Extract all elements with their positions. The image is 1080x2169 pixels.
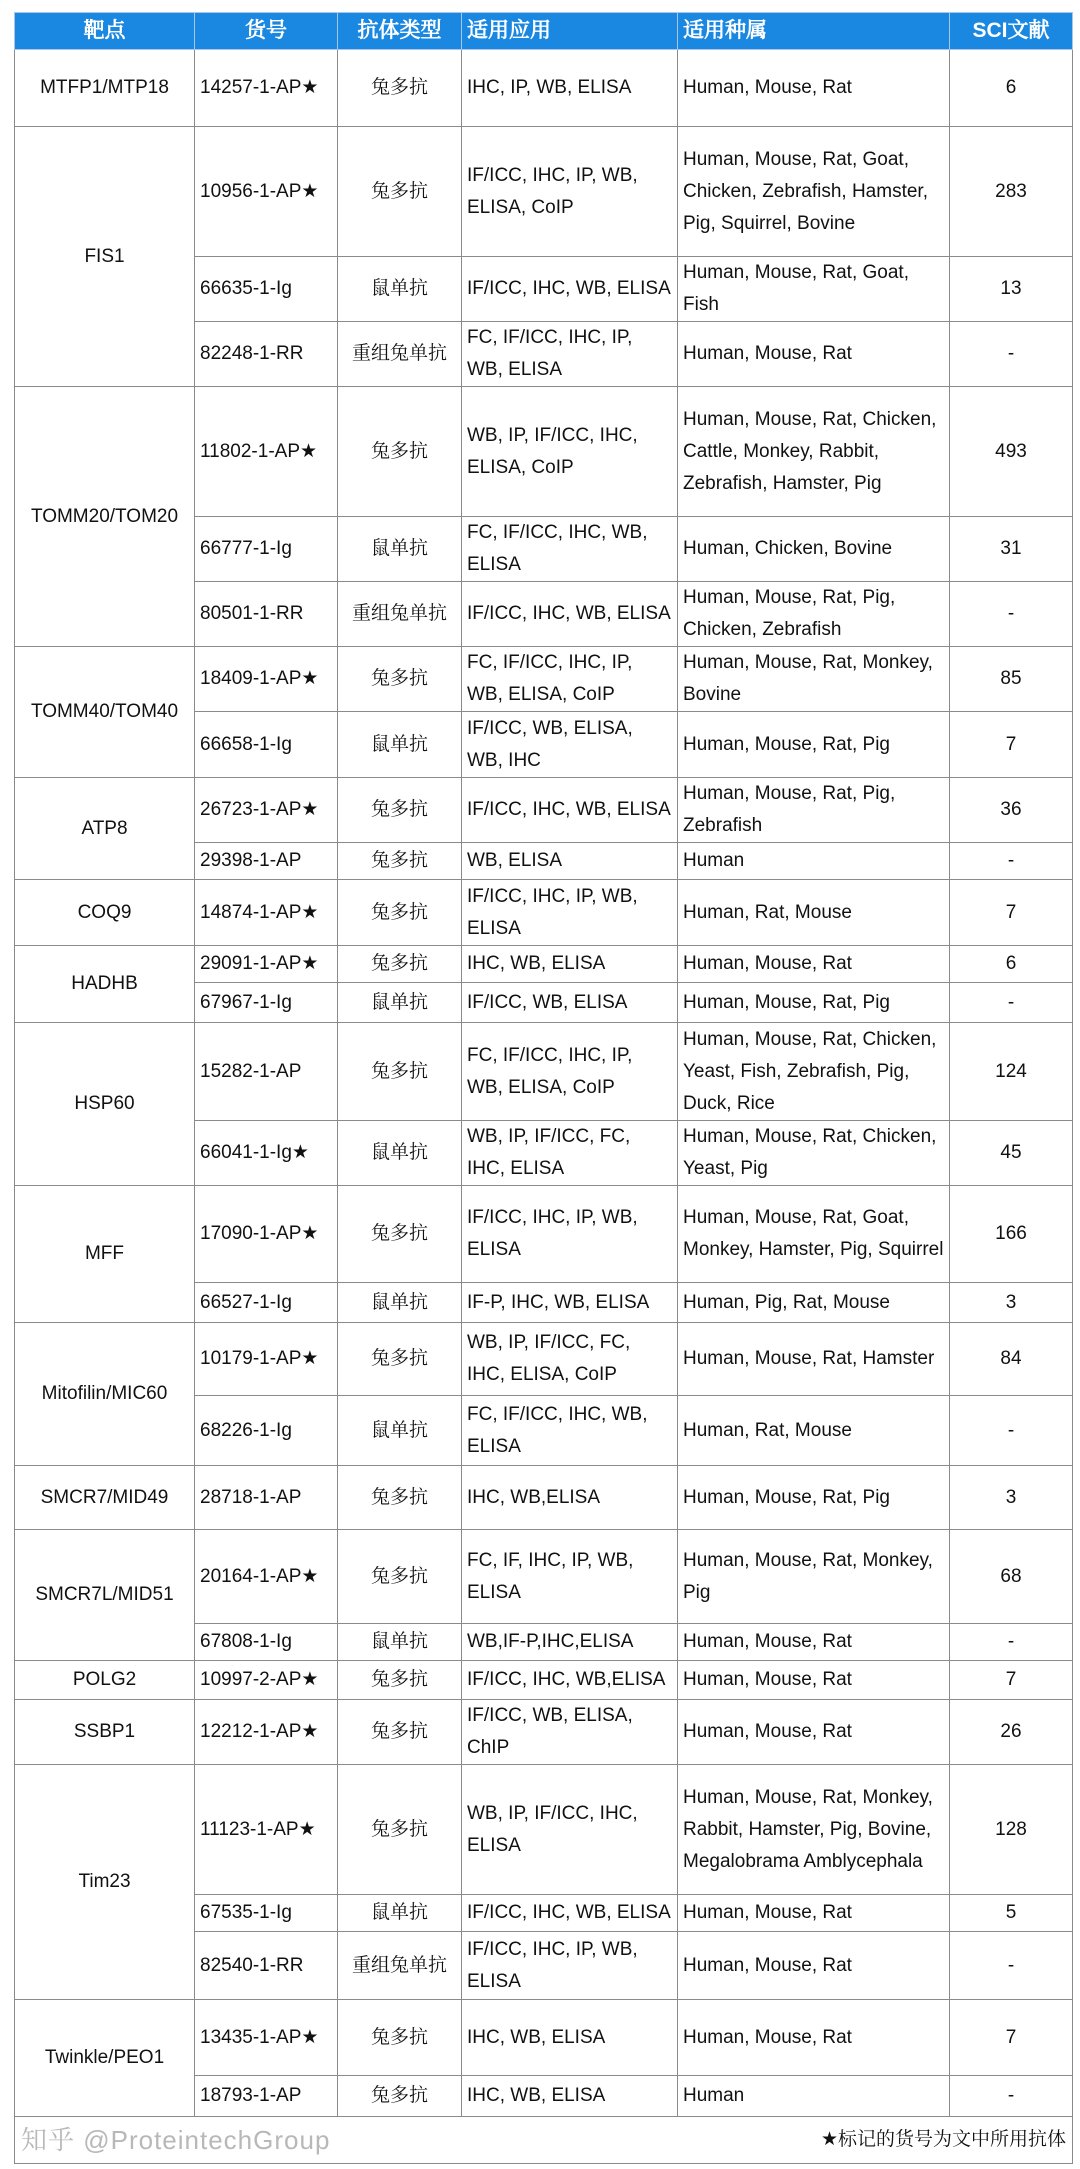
applications-cell: IF/ICC, WB, ELISA, WB, IHC xyxy=(462,712,678,778)
table-body xyxy=(15,50,1073,2117)
table-row xyxy=(15,1023,1073,1121)
sci-citations-cell: 36 xyxy=(950,778,1073,843)
sci-citations-cell: 85 xyxy=(950,647,1073,712)
target-cell: POLG2 xyxy=(15,1661,195,1700)
species-cell: Human, Mouse, Rat, Goat, Monkey, Hamster, Pig, Squirrel xyxy=(678,1186,950,1283)
species-cell: Human, Mouse, Rat, Chicken, Cattle, Monkey, Rabbit, Zebrafish, Hamster, Pig xyxy=(678,387,950,517)
target-cell: MFF xyxy=(15,1186,195,1323)
target-cell: TOMM20/TOM20 xyxy=(15,387,195,647)
catalog-number-cell: 66658-1-Ig xyxy=(195,712,338,778)
species-cell: Human, Mouse, Rat, Pig xyxy=(678,712,950,778)
species-cell: Human, Mouse, Rat xyxy=(678,1700,950,1765)
applications-cell: IF/ICC, IHC, IP, WB, ELISA xyxy=(462,1932,678,2000)
sci-citations-cell: 7 xyxy=(950,1661,1073,1700)
target-cell: HADHB xyxy=(15,946,195,1023)
antibody-type-cell: 重组兔单抗 xyxy=(338,1932,462,2000)
catalog-number-cell: 80501-1-RR xyxy=(195,582,338,647)
sci-citations-cell: 7 xyxy=(950,2000,1073,2076)
applications-cell: IF/ICC, IHC, WB, ELISA xyxy=(462,582,678,647)
table-row xyxy=(15,1765,1073,1895)
sci-citations-cell: 124 xyxy=(950,1023,1073,1121)
applications-cell: IHC, WB,ELISA xyxy=(462,1466,678,1530)
sci-citations-cell: 166 xyxy=(950,1186,1073,1283)
sci-citations-cell: - xyxy=(950,1624,1073,1661)
table-row xyxy=(15,2000,1073,2076)
antibody-type-cell: 兔多抗 xyxy=(338,778,462,843)
species-cell: Human, Mouse, Rat xyxy=(678,322,950,387)
species-cell: Human, Mouse, Rat, Monkey, Bovine xyxy=(678,647,950,712)
species-cell: Human, Mouse, Rat, Chicken, Yeast, Fish, Zebrafish, Pig, Duck, Rice xyxy=(678,1023,950,1121)
sci-citations-cell: - xyxy=(950,843,1073,880)
antibody-type-cell: 兔多抗 xyxy=(338,2000,462,2076)
applications-cell: FC, IF/ICC, IHC, IP, WB, ELISA xyxy=(462,322,678,387)
sci-citations-cell: 26 xyxy=(950,1700,1073,1765)
applications-cell: IHC, IP, WB, ELISA xyxy=(462,50,678,127)
watermark: 知乎 @ProteintechGroup xyxy=(21,2125,331,2155)
applications-cell: FC, IF/ICC, IHC, WB, ELISA xyxy=(462,1396,678,1466)
species-cell: Human, Mouse, Rat, Monkey, Rabbit, Hamster, Pig, Bovine, Megalobrama Amblycephala xyxy=(678,1765,950,1895)
catalog-number-cell: 13435-1-AP★ xyxy=(195,2000,338,2076)
species-cell: Human, Mouse, Rat, Chicken, Yeast, Pig xyxy=(678,1121,950,1186)
catalog-number-cell: 67535-1-Ig xyxy=(195,1895,338,1932)
species-cell: Human, Mouse, Rat xyxy=(678,1661,950,1700)
catalog-number-cell: 66527-1-Ig xyxy=(195,1283,338,1323)
species-cell: Human, Mouse, Rat, Monkey, Pig xyxy=(678,1530,950,1624)
sci-citations-cell: 84 xyxy=(950,1323,1073,1396)
catalog-number-cell: 11802-1-AP★ xyxy=(195,387,338,517)
footnote-cell xyxy=(15,2117,1073,2164)
applications-cell: WB, IP, IF/ICC, IHC, ELISA, CoIP xyxy=(462,387,678,517)
species-cell: Human xyxy=(678,843,950,880)
catalog-number-cell: 66635-1-Ig xyxy=(195,257,338,322)
antibody-type-cell: 兔多抗 xyxy=(338,1466,462,1530)
sci-citations-cell: 7 xyxy=(950,880,1073,946)
catalog-number-cell: 18793-1-AP xyxy=(195,2076,338,2117)
species-cell: Human, Rat, Mouse xyxy=(678,880,950,946)
sci-citations-cell: 7 xyxy=(950,712,1073,778)
target-cell: ATP8 xyxy=(15,778,195,880)
antibody-type-cell: 鼠单抗 xyxy=(338,1121,462,1186)
antibody-type-cell: 鼠单抗 xyxy=(338,1396,462,1466)
table-row xyxy=(15,880,1073,946)
species-cell: Human, Chicken, Bovine xyxy=(678,517,950,582)
catalog-number-cell: 11123-1-AP★ xyxy=(195,1765,338,1895)
catalog-number-cell: 12212-1-AP★ xyxy=(195,1700,338,1765)
sci-citations-cell: 68 xyxy=(950,1530,1073,1624)
target-cell: Tim23 xyxy=(15,1765,195,2000)
catalog-number-cell: 10956-1-AP★ xyxy=(195,127,338,257)
catalog-number-cell: 82248-1-RR xyxy=(195,322,338,387)
applications-cell: WB, IP, IF/ICC, IHC, ELISA xyxy=(462,1765,678,1895)
applications-cell: FC, IF/ICC, IHC, IP, WB, ELISA, CoIP xyxy=(462,1023,678,1121)
antibody-type-cell: 兔多抗 xyxy=(338,843,462,880)
species-cell: Human, Pig, Rat, Mouse xyxy=(678,1283,950,1323)
antibody-type-cell: 鼠单抗 xyxy=(338,257,462,322)
antibody-type-cell: 兔多抗 xyxy=(338,1323,462,1396)
header-antibody-type: 抗体类型 xyxy=(338,13,462,50)
catalog-number-cell: 67967-1-Ig xyxy=(195,983,338,1023)
species-cell: Human, Mouse, Rat, Pig, Chicken, Zebrafish xyxy=(678,582,950,647)
table-row xyxy=(15,778,1073,843)
applications-cell: FC, IF/ICC, IHC, IP, WB, ELISA, CoIP xyxy=(462,647,678,712)
header-sci-citations: SCI文献 xyxy=(950,13,1073,50)
header-row xyxy=(15,13,1073,50)
applications-cell: IF/ICC, IHC, WB,ELISA xyxy=(462,1661,678,1700)
sci-citations-cell: 6 xyxy=(950,50,1073,127)
target-cell: SSBP1 xyxy=(15,1700,195,1765)
target-cell: SMCR7/MID49 xyxy=(15,1466,195,1530)
antibody-type-cell: 兔多抗 xyxy=(338,1765,462,1895)
table-row xyxy=(15,1700,1073,1765)
species-cell: Human, Mouse, Rat, Goat, Fish xyxy=(678,257,950,322)
applications-cell: WB, IP, IF/ICC, FC, IHC, ELISA xyxy=(462,1121,678,1186)
catalog-number-cell: 66041-1-Ig★ xyxy=(195,1121,338,1186)
catalog-number-cell: 10997-2-AP★ xyxy=(195,1661,338,1700)
antibody-type-cell: 鼠单抗 xyxy=(338,517,462,582)
sci-citations-cell: - xyxy=(950,1396,1073,1466)
catalog-number-cell: 20164-1-AP★ xyxy=(195,1530,338,1624)
sci-citations-cell: 283 xyxy=(950,127,1073,257)
antibody-type-cell: 鼠单抗 xyxy=(338,983,462,1023)
applications-cell: IF/ICC, IHC, IP, WB, ELISA, CoIP xyxy=(462,127,678,257)
sci-citations-cell: 3 xyxy=(950,1283,1073,1323)
applications-cell: IF/ICC, WB, ELISA xyxy=(462,983,678,1023)
sci-citations-cell: - xyxy=(950,983,1073,1023)
catalog-number-cell: 14874-1-AP★ xyxy=(195,880,338,946)
catalog-number-cell: 14257-1-AP★ xyxy=(195,50,338,127)
species-cell: Human, Mouse, Rat xyxy=(678,1624,950,1661)
sci-citations-cell: - xyxy=(950,582,1073,647)
catalog-number-cell: 68226-1-Ig xyxy=(195,1396,338,1466)
catalog-number-cell: 17090-1-AP★ xyxy=(195,1186,338,1283)
catalog-number-cell: 15282-1-AP xyxy=(195,1023,338,1121)
target-cell: HSP60 xyxy=(15,1023,195,1186)
antibody-type-cell: 兔多抗 xyxy=(338,1661,462,1700)
sci-citations-cell: 6 xyxy=(950,946,1073,983)
antibody-type-cell: 兔多抗 xyxy=(338,2076,462,2117)
species-cell: Human, Mouse, Rat xyxy=(678,2000,950,2076)
species-cell: Human, Mouse, Rat, Pig xyxy=(678,983,950,1023)
antibody-type-cell: 鼠单抗 xyxy=(338,712,462,778)
target-cell: MTFP1/MTP18 xyxy=(15,50,195,127)
header-catalog: 货号 xyxy=(195,13,338,50)
table-row xyxy=(15,50,1073,127)
target-cell: COQ9 xyxy=(15,880,195,946)
header-target: 靶点 xyxy=(15,13,195,50)
sci-citations-cell: - xyxy=(950,2076,1073,2117)
species-cell: Human, Mouse, Rat, Pig, Zebrafish xyxy=(678,778,950,843)
applications-cell: IHC, WB, ELISA xyxy=(462,946,678,983)
antibody-type-cell: 兔多抗 xyxy=(338,1700,462,1765)
antibody-type-cell: 兔多抗 xyxy=(338,880,462,946)
target-cell: Mitofilin/MIC60 xyxy=(15,1323,195,1466)
applications-cell: WB, ELISA xyxy=(462,843,678,880)
applications-cell: IF/ICC, IHC, IP, WB, ELISA xyxy=(462,1186,678,1283)
sci-citations-cell: - xyxy=(950,322,1073,387)
species-cell: Human, Mouse, Rat, Pig xyxy=(678,1466,950,1530)
target-cell: TOMM40/TOM40 xyxy=(15,647,195,778)
catalog-number-cell: 18409-1-AP★ xyxy=(195,647,338,712)
catalog-number-cell: 82540-1-RR xyxy=(195,1932,338,2000)
antibody-type-cell: 兔多抗 xyxy=(338,946,462,983)
applications-cell: IF-P, IHC, WB, ELISA xyxy=(462,1283,678,1323)
antibody-type-cell: 重组兔单抗 xyxy=(338,582,462,647)
header-species: 适用种属 xyxy=(678,13,950,50)
antibody-type-cell: 重组兔单抗 xyxy=(338,322,462,387)
antibody-type-cell: 兔多抗 xyxy=(338,387,462,517)
antibody-table xyxy=(14,12,1073,2164)
catalog-number-cell: 67808-1-Ig xyxy=(195,1624,338,1661)
sci-citations-cell: 45 xyxy=(950,1121,1073,1186)
catalog-number-cell: 28718-1-AP xyxy=(195,1466,338,1530)
antibody-type-cell: 兔多抗 xyxy=(338,647,462,712)
applications-cell: IF/ICC, IHC, WB, ELISA xyxy=(462,257,678,322)
catalog-number-cell: 29398-1-AP xyxy=(195,843,338,880)
antibody-type-cell: 鼠单抗 xyxy=(338,1895,462,1932)
header-applications: 适用应用 xyxy=(462,13,678,50)
antibody-type-cell: 兔多抗 xyxy=(338,1530,462,1624)
catalog-number-cell: 26723-1-AP★ xyxy=(195,778,338,843)
species-cell: Human, Mouse, Rat xyxy=(678,1932,950,2000)
antibody-type-cell: 兔多抗 xyxy=(338,1023,462,1121)
sci-citations-cell: 31 xyxy=(950,517,1073,582)
species-cell: Human, Mouse, Rat, Goat, Chicken, Zebrafish, Hamster, Pig, Squirrel, Bovine xyxy=(678,127,950,257)
sci-citations-cell: 5 xyxy=(950,1895,1073,1932)
antibody-type-cell: 兔多抗 xyxy=(338,1186,462,1283)
species-cell: Human, Mouse, Rat xyxy=(678,946,950,983)
target-cell: FIS1 xyxy=(15,127,195,387)
table-row xyxy=(15,1661,1073,1700)
applications-cell: WB,IF-P,IHC,ELISA xyxy=(462,1624,678,1661)
table-row xyxy=(15,1530,1073,1624)
footnote-row xyxy=(15,2117,1073,2164)
species-cell: Human xyxy=(678,2076,950,2117)
table-row xyxy=(15,1323,1073,1396)
antibody-type-cell: 鼠单抗 xyxy=(338,1624,462,1661)
sci-citations-cell: 128 xyxy=(950,1765,1073,1895)
antibody-type-cell: 兔多抗 xyxy=(338,50,462,127)
target-cell: SMCR7L/MID51 xyxy=(15,1530,195,1661)
antibody-type-cell: 鼠单抗 xyxy=(338,1283,462,1323)
applications-cell: IHC, WB, ELISA xyxy=(462,2076,678,2117)
catalog-number-cell: 10179-1-AP★ xyxy=(195,1323,338,1396)
sci-citations-cell: 13 xyxy=(950,257,1073,322)
table-row xyxy=(15,1466,1073,1530)
applications-cell: WB, IP, IF/ICC, FC, IHC, ELISA, CoIP xyxy=(462,1323,678,1396)
catalog-number-cell: 66777-1-Ig xyxy=(195,517,338,582)
applications-cell: IF/ICC, IHC, IP, WB, ELISA xyxy=(462,880,678,946)
table-row xyxy=(15,387,1073,517)
species-cell: Human, Mouse, Rat xyxy=(678,1895,950,1932)
applications-cell: IF/ICC, IHC, WB, ELISA xyxy=(462,778,678,843)
applications-cell: IF/ICC, IHC, WB, ELISA xyxy=(462,1895,678,1932)
table-row xyxy=(15,1186,1073,1283)
table-row xyxy=(15,127,1073,257)
footnote: ★标记的货号为文中所用抗体 xyxy=(820,2129,1066,2150)
table-row xyxy=(15,647,1073,712)
applications-cell: IF/ICC, WB, ELISA, ChIP xyxy=(462,1700,678,1765)
species-cell: Human, Rat, Mouse xyxy=(678,1396,950,1466)
catalog-number-cell: 29091-1-AP★ xyxy=(195,946,338,983)
table-row xyxy=(15,946,1073,983)
footnote-container xyxy=(21,2124,1066,2156)
applications-cell: FC, IF, IHC, IP, WB, ELISA xyxy=(462,1530,678,1624)
target-cell: Twinkle/PEO1 xyxy=(15,2000,195,2117)
applications-cell: FC, IF/ICC, IHC, WB, ELISA xyxy=(462,517,678,582)
sci-citations-cell: - xyxy=(950,1932,1073,2000)
applications-cell: IHC, WB, ELISA xyxy=(462,2000,678,2076)
sci-citations-cell: 3 xyxy=(950,1466,1073,1530)
sci-citations-cell: 493 xyxy=(950,387,1073,517)
antibody-type-cell: 兔多抗 xyxy=(338,127,462,257)
species-cell: Human, Mouse, Rat xyxy=(678,50,950,127)
species-cell: Human, Mouse, Rat, Hamster xyxy=(678,1323,950,1396)
